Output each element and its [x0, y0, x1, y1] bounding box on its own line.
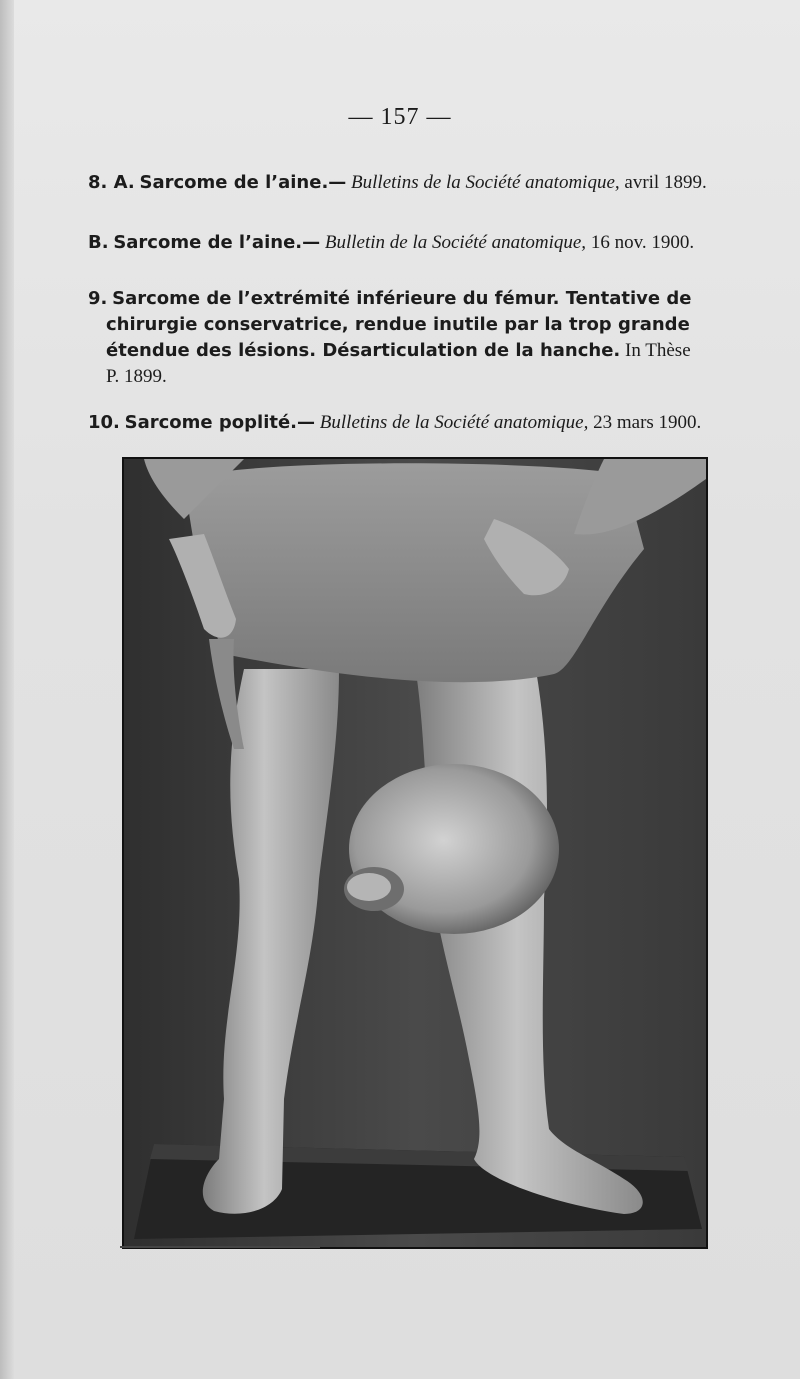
entry-title: Sarcome poplité.—	[124, 412, 316, 433]
entry-title: Sarcome de l’aine.—	[139, 172, 347, 193]
entry-number: B.	[88, 232, 109, 253]
entry-date: avril 1899.	[624, 172, 707, 193]
entry-source: Bulletins de la Société anatomique,	[351, 172, 620, 193]
entry-source: Bulletins de la Société anatomique,	[319, 412, 589, 433]
entry-line-4: P. 1899.	[106, 366, 167, 387]
plate-edge-mark	[120, 1246, 320, 1248]
entry-number: 10.	[88, 412, 120, 433]
entry-date: 23 mars 1900.	[593, 412, 702, 433]
entry-title-line-2: chirurgie conservatrice, rendue inutile par la trop grande	[106, 314, 690, 335]
entry-number: 9.	[88, 288, 108, 309]
entry-title-line-1: Sarcome de l’extrémité inférieure du fémur. Tentative de	[112, 288, 692, 309]
entry-date: 16 nov. 1900.	[590, 232, 695, 253]
entry-8a	[88, 170, 738, 196]
photograph-legs-icon	[124, 459, 706, 1247]
photograph-plate	[122, 457, 708, 1249]
entry-9	[88, 286, 738, 390]
entry-10	[88, 410, 738, 436]
entry-title: Sarcome de l’aine.—	[113, 232, 321, 253]
entry-source: In Thèse	[625, 340, 691, 361]
page-number: — 157 —	[348, 104, 452, 130]
entry-source: Bulletin de la Société anatomique,	[324, 232, 587, 253]
entry-number: 8. A.	[88, 172, 135, 193]
entry-title-line-3: étendue des lésions. Désarticulation de la hanche.	[106, 340, 621, 361]
entry-8b	[88, 230, 738, 256]
